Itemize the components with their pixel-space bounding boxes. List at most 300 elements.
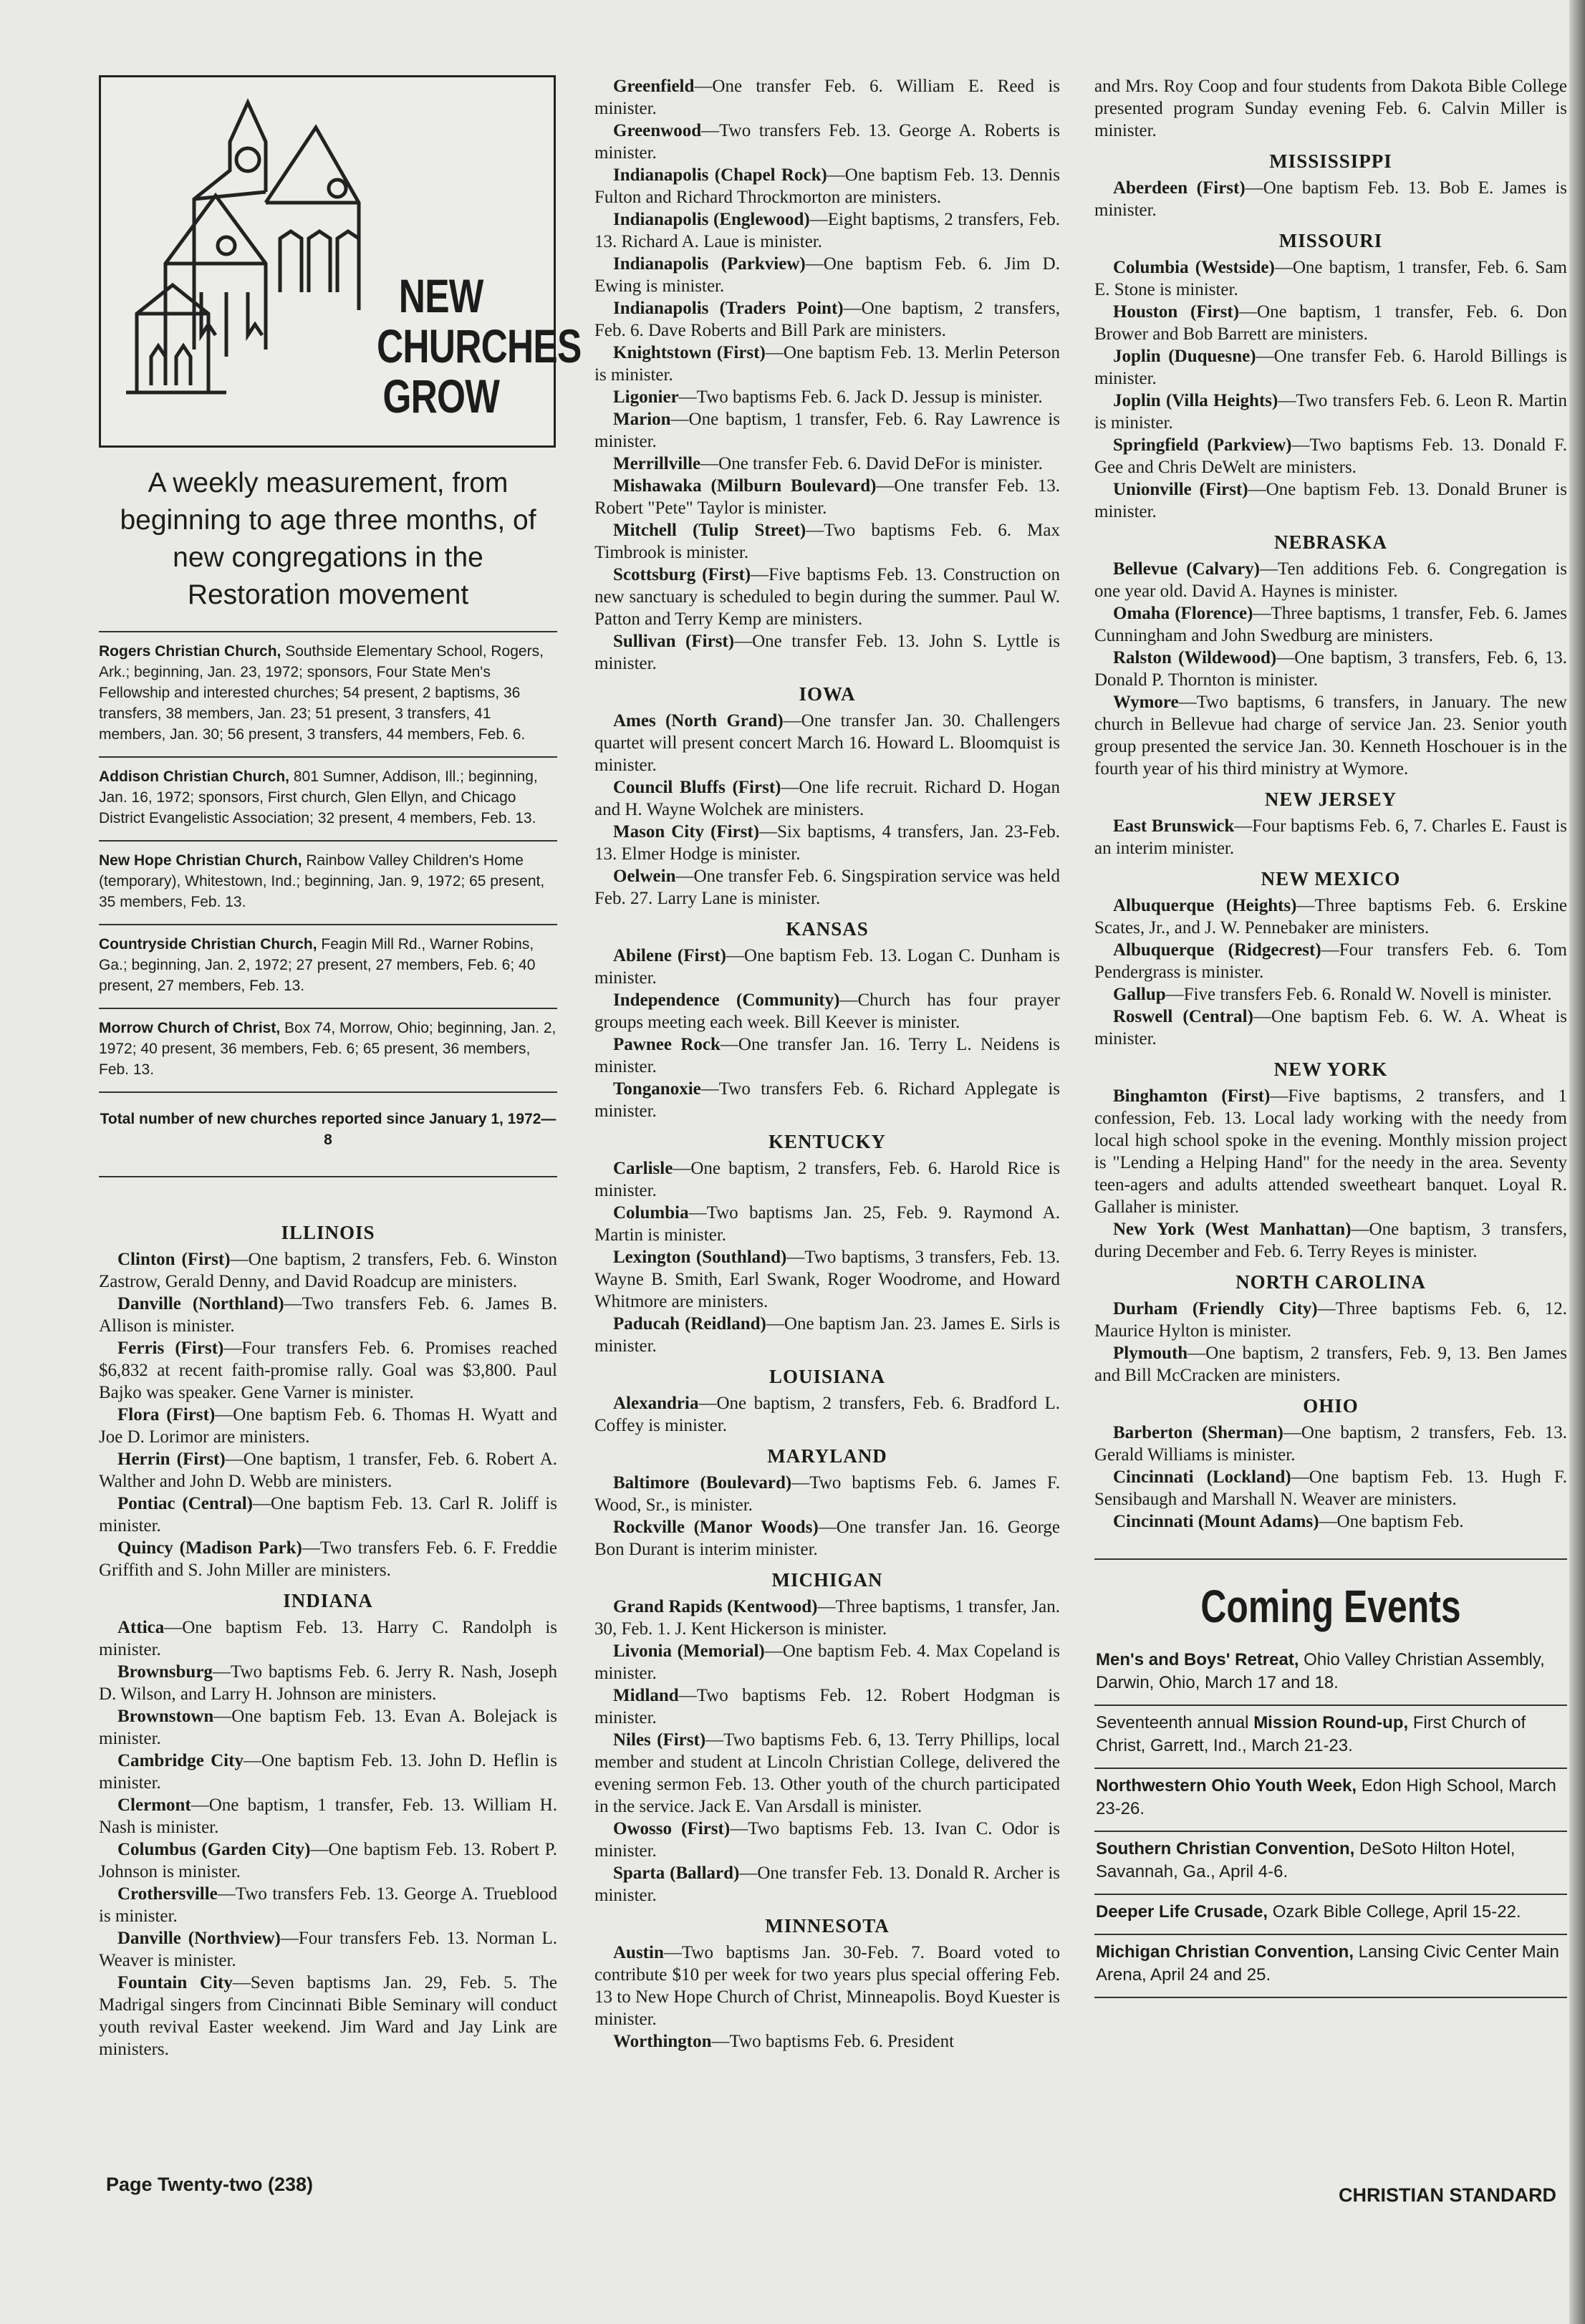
report-text: —One transfer Feb. 6. Singspiration service was held Feb. 27. Larry Lane is minister.	[594, 867, 1060, 908]
divider	[99, 840, 557, 842]
new-church-item	[99, 766, 557, 829]
church-name: Herrin (First)	[117, 1450, 226, 1469]
church-report	[594, 1942, 1060, 2030]
church-name: East Brunswick	[1113, 816, 1235, 836]
report-text: —One baptism Feb. 13. Carl R. Joliff is minister.	[99, 1494, 557, 1535]
report-text: —Two transfers Feb. 6. Leon R. Martin is minister.	[1094, 391, 1567, 433]
event-name: Men's and Boys' Retreat,	[1096, 1650, 1299, 1669]
state-heading: MISSISSIPPI	[1269, 150, 1392, 172]
report-text: —One baptism Feb. 13. Evan A. Bolejack is minister.	[99, 1707, 557, 1748]
church-report	[1094, 478, 1567, 523]
report-text: —Six baptisms, 4 transfers, Jan. 23-Feb. 13. Elmer Hodge is minister.	[594, 822, 1060, 864]
event-details: Lansing Civic Center Main Arena, April 24 and 25.	[1096, 1942, 1559, 1985]
church-name: Greenfield	[613, 77, 695, 96]
magazine-name: CHRISTIAN STANDARD	[1339, 2184, 1556, 2206]
report-text: —Five transfers Feb. 6. Ronald W. Novell is minister.	[1165, 985, 1552, 1004]
new-church-details: Feagin Mill Rd., Warner Robins, Ga.; beginning, Jan. 2, 1972; 27 present, 27 members, Feb. 6; 40 present, 27 members, Feb. 13.	[99, 936, 536, 994]
report-text: —One baptism Feb. 6. Jim D. Ewing is minister.	[594, 254, 1060, 296]
event-item	[1094, 1901, 1567, 1924]
report-text: —One baptism, 1 transfer, Feb. 6. Sam E. Stone is minister.	[1094, 258, 1567, 299]
divider	[99, 924, 557, 925]
state-heading: MICHIGAN	[771, 1569, 883, 1591]
church-report	[1094, 1342, 1567, 1387]
church-report	[1094, 691, 1567, 780]
church-report	[594, 253, 1060, 297]
state-heading: NEW YORK	[1273, 1059, 1388, 1080]
event-details: Ohio Valley Christian Assembly, Darwin, Ohio, March 17 and 18.	[1096, 1650, 1545, 1692]
church-name: Albuquerque (Heights)	[1113, 896, 1297, 915]
church-name: Worthington	[613, 2032, 712, 2051]
report-text: —Three baptisms Feb. 6, 12. Maurice Hylton is minister.	[1094, 1299, 1567, 1341]
church-report	[594, 865, 1060, 910]
church-name: Mishawaka (Milburn Boulevard)	[613, 476, 877, 496]
church-report	[1094, 558, 1567, 602]
church-report	[594, 1313, 1060, 1357]
new-church-details: 801 Sumner, Addison, Ill.; beginning, Jan. 16, 1972; sponsors, First church, Glen Ellyn, and Chicago District Evangelistic Association; 32 present, 4 members, Feb. 13.	[99, 768, 538, 826]
church-report	[594, 386, 1060, 408]
church-report	[1094, 177, 1567, 221]
divider	[1094, 1934, 1567, 1935]
church-name: Binghamton (First)	[1113, 1086, 1271, 1106]
church-name: Owosso (First)	[613, 1819, 731, 1838]
church-report	[594, 1157, 1060, 1202]
state-heading: MISSOURI	[1278, 230, 1383, 251]
church-name: Ames (North Grand)	[613, 711, 784, 731]
report-text: —Two transfers Feb. 6. F. Freddie Griffith and S. John Miller are ministers.	[99, 1538, 558, 1580]
divider	[1094, 1558, 1567, 1560]
report-text: —One baptism Feb. 13. Merlin Peterson is minister.	[594, 343, 1061, 385]
report-text: —One transfer Feb. 13. Donald R. Archer is minister.	[594, 1863, 1060, 1905]
event-details: Edon High School, March 23-26.	[1096, 1776, 1556, 1818]
church-report	[99, 1705, 557, 1750]
state-heading: OHIO	[1303, 1395, 1359, 1417]
column-right	[1094, 75, 1567, 1998]
divider	[1094, 1997, 1567, 1998]
church-report	[99, 1750, 557, 1794]
church-report	[594, 1392, 1060, 1437]
event-name: Michigan Christian Convention,	[1096, 1942, 1354, 1962]
report-text: —Two baptisms, 6 transfers, in January. The new church in Bellevue had charge of service Jan. 23. Senior youth group presented the service Jan. 30. Kenneth Hoschouer is in the fourth year of his third ministry at Wymore.	[1094, 693, 1567, 778]
report-text: —Two baptisms Feb. 6, 13. Terry Phillips, local member and student at Lincoln Christian College, delivered the evening sermon Feb. 13. Other youth of the church participated in the service. Jack E. Van Arsdall is minister.	[594, 1730, 1060, 1816]
report-text: —One baptism, 2 transfers, Feb. 6. Bradford L. Coffey is minister.	[594, 1394, 1060, 1435]
new-church-name: Addison Christian Church,	[99, 768, 290, 785]
report-text: —One baptism, 3 transfers, during December and Feb. 6. Terry Reyes is minister.	[1094, 1220, 1567, 1261]
logo-word-new: NEW	[398, 269, 483, 322]
report-text: —Two baptisms Feb. 13. Ivan C. Odor is minister.	[594, 1819, 1060, 1861]
church-report	[1094, 256, 1567, 301]
report-text: —One baptism, 3 transfers, Feb. 6, 13. Donald P. Thornton is minister.	[1094, 648, 1567, 690]
church-report	[1094, 434, 1567, 478]
state-heading: NEW JERSEY	[1264, 789, 1397, 810]
state-heading: ILLINOIS	[281, 1222, 375, 1243]
report-text: —Four transfers Feb. 6. Promises reached $6,832 at recent faith-promise rally. Goal was $3,800. Paul Bajko was speaker. Gene Varner is minister.	[99, 1339, 557, 1402]
church-name: Rockville (Manor Woods)	[613, 1518, 819, 1537]
church-name: Durham (Friendly City)	[1113, 1299, 1318, 1318]
church-report	[594, 342, 1060, 386]
state-heading: LOUISIANA	[769, 1366, 886, 1387]
state-heading: MINNESOTA	[765, 1915, 890, 1937]
new-church-details: Rainbow Valley Children's Home (temporary), Whitestown, Ind.; beginning, Jan. 9, 1972; 65 present, 35 members, Feb. 13.	[99, 852, 545, 910]
report-text: —One transfer Jan. 30. Challengers quartet will present concert March 16. Howard L. Bloomquist is minister.	[594, 711, 1060, 775]
church-name: Indianapolis (Englewood)	[613, 210, 810, 229]
church-name: Omaha (Florence)	[1113, 604, 1253, 623]
church-name: Pawnee Rock	[613, 1035, 721, 1054]
church-report	[594, 1684, 1060, 1729]
new-churches-grow-logo	[99, 75, 582, 448]
church-name: Ferris (First)	[117, 1339, 224, 1358]
church-report	[1094, 1085, 1567, 1218]
church-name: Cincinnati (Mount Adams)	[1113, 1512, 1319, 1531]
event-name: Deeper Life Crusade,	[1096, 1902, 1268, 1922]
event-item	[1094, 1838, 1567, 1884]
report-text: —One baptism Feb. 13. John D. Heflin is minister.	[99, 1751, 558, 1793]
church-name: Brownstown	[117, 1707, 214, 1726]
church-name: Columbia (Westside)	[1113, 258, 1275, 277]
church-report	[1094, 1422, 1567, 1466]
church-report	[594, 821, 1060, 865]
church-report	[99, 1293, 557, 1337]
column-left	[99, 75, 582, 2060]
church-report	[1094, 1298, 1567, 1342]
report-text: —One baptism Feb. 13. Bob E. James is minister.	[1094, 178, 1568, 220]
church-report	[1094, 1006, 1567, 1050]
report-text: —One baptism Feb.	[1319, 1512, 1464, 1531]
church-report	[594, 297, 1060, 342]
church-report	[1094, 1218, 1567, 1263]
church-name: Joplin (Villa Heights)	[1113, 391, 1278, 410]
report-text: —Three baptisms, 1 transfer, Jan. 30, Feb. 1. J. Kent Hickerson is minister.	[594, 1597, 1060, 1639]
report-text: —One transfer Feb. 6. William E. Reed is minister.	[594, 77, 1060, 118]
logo-word-grow: GROW	[382, 370, 500, 423]
state-heading: KENTUCKY	[768, 1131, 886, 1152]
new-church-details: Box 74, Morrow, Ohio; beginning, Jan. 2, 1972; 40 present, 36 members, Feb. 6; 65 present, 36 members, Feb. 13.	[99, 1020, 557, 1078]
church-name: Quincy (Madison Park)	[117, 1538, 302, 1558]
church-name: Roswell (Central)	[1113, 1007, 1253, 1026]
church-name: Marion	[613, 410, 671, 429]
church-report	[594, 1596, 1060, 1640]
new-church-item	[99, 850, 557, 912]
church-report	[594, 1472, 1060, 1516]
church-report	[1094, 301, 1567, 345]
report-text: and Mrs. Roy Coop and four students from Dakota Bible College presented program Sunday evening Feb. 6. Calvin Miller is minister.	[1094, 77, 1567, 140]
report-text: —Four baptisms Feb. 6, 7. Charles E. Faust is an interim minister.	[1094, 816, 1567, 858]
church-report	[594, 2030, 1060, 2053]
church-report	[594, 1202, 1060, 1246]
divider	[99, 1091, 557, 1093]
church-name: Ralston (Wildewood)	[1113, 648, 1277, 667]
report-text: —Two baptisms Feb. 6. President	[711, 2032, 955, 2051]
church-name: Mason City (First)	[613, 822, 760, 842]
church-report	[1094, 390, 1567, 434]
church-name: Scottsburg (First)	[613, 565, 751, 584]
report-text: —Two baptisms, 3 transfers, Feb. 13. Wayne B. Smith, Earl Swank, Roger Woodrome, and Howard Whitmore are ministers.	[594, 1248, 1061, 1311]
church-name: Gallup	[1113, 985, 1166, 1004]
report-text: —Two baptisms Feb. 13. Donald F. Gee and Chris DeWelt are ministers.	[1094, 435, 1567, 477]
state-heading: NEW MEXICO	[1261, 868, 1401, 889]
report-text: —One baptism Feb. 4. Max Copeland is minister.	[594, 1641, 1060, 1683]
church-report	[1094, 939, 1567, 983]
page-number: Page Twenty-two (238)	[106, 2174, 314, 2195]
church-report	[594, 989, 1060, 1033]
state-heading: INDIANA	[283, 1590, 373, 1611]
report-text: —Two baptisms Feb. 6. Max Timbrook is minister.	[594, 521, 1060, 562]
report-text: —Two baptisms Feb. 6. Jerry R. Nash, Joseph D. Wilson, and Larry H. Johnson are ministers.	[99, 1662, 557, 1704]
new-churches-list	[99, 641, 557, 1093]
church-report	[1094, 983, 1567, 1006]
church-report	[594, 1516, 1060, 1561]
church-report	[1094, 1466, 1567, 1510]
report-text: —One baptism Feb. 13. Logan C. Dunham is minister.	[594, 946, 1060, 988]
report-text: —Four transfers Feb. 6. Tom Pendergrass is minister.	[1094, 940, 1567, 982]
state-heading: NORTH CAROLINA	[1235, 1271, 1426, 1293]
divider	[1094, 1831, 1567, 1832]
new-church-item	[99, 934, 557, 996]
church-report	[594, 630, 1060, 675]
event-item	[1094, 1775, 1567, 1821]
church-name: Mitchell (Tulip Street)	[613, 521, 806, 540]
event-details: DeSoto Hilton Hotel, Savannah, Ga., April 4-6.	[1096, 1839, 1516, 1881]
state-reports-col2	[594, 75, 1060, 2053]
church-report	[594, 776, 1060, 821]
report-text: —Ten additions Feb. 6. Congregation is one year old. David A. Haynes is minister.	[1094, 559, 1567, 601]
church-name: Danville (Northview)	[117, 1929, 281, 1948]
church-report	[99, 1927, 557, 1972]
church-name: Oelwein	[613, 867, 676, 886]
state-heading: MARYLAND	[767, 1445, 887, 1467]
report-text: —One transfer Feb. 13. Robert "Pete" Taylor is minister.	[594, 476, 1060, 518]
church-name: Niles (First)	[613, 1730, 706, 1750]
report-text: —Two transfers Feb. 13. George A. Trueblood is minister.	[99, 1884, 557, 1926]
church-report	[594, 1246, 1060, 1313]
report-text: —Two transfers Feb. 6. James B. Allison is minister.	[99, 1294, 557, 1336]
divider	[1094, 1705, 1567, 1706]
total-new-churches: Total number of new churches reported since January 1, 1972—8	[100, 1111, 557, 1148]
church-name: Barberton (Sherman)	[1113, 1423, 1283, 1442]
church-name: Paducah (Reidland)	[613, 1314, 766, 1334]
church-name: Sullivan (First)	[613, 632, 735, 651]
church-report	[594, 945, 1060, 989]
report-text: —Three baptisms Feb. 6. Erskine Scates, Jr., and J. W. Pennebaker are ministers.	[1094, 896, 1567, 937]
church-report	[594, 164, 1060, 208]
church-name: Cincinnati (Lockland)	[1113, 1467, 1291, 1487]
church-report	[1094, 895, 1567, 939]
church-name: Independence (Community)	[613, 990, 840, 1010]
new-church-details: Southside Elementary School, Rogers, Ark.; beginning, Jan. 23, 1972; sponsors, Four State Men's Fellowship and interested churches; 54 present, 2 baptisms, 36 transfers, 38 members, Jan. 23; 51 present, 3 transfers, 41 members, Jan. 30; 56 present, 3 transfers, 44 members, Feb. 6.	[99, 643, 544, 743]
event-item	[1094, 1941, 1567, 1987]
church-name: Midland	[613, 1686, 679, 1705]
event-name: Mission Round-up,	[1253, 1713, 1409, 1732]
event-details: First Church of Christ, Garrett, Ind., March 21-23.	[1096, 1713, 1526, 1755]
church-report	[99, 1493, 557, 1537]
church-report	[594, 75, 1060, 120]
church-report	[594, 710, 1060, 776]
church-report	[1094, 75, 1567, 142]
church-name: Austin	[613, 1943, 664, 1962]
report-text: —One baptism, 1 transfer, Feb. 6. Robert A. Walther and John D. Webb are ministers.	[99, 1450, 557, 1491]
church-name: Lexington (Southland)	[613, 1248, 787, 1267]
report-text: —Four transfers Feb. 13. Norman L. Weaver is minister.	[99, 1929, 557, 1970]
church-name: New York (West Manhattan)	[1113, 1220, 1352, 1239]
report-text: —One transfer Jan. 16. Terry L. Neidens is minister.	[594, 1035, 1060, 1076]
divider	[1094, 1768, 1567, 1769]
divider	[99, 631, 557, 632]
church-report	[1094, 1510, 1567, 1533]
page-edge-shadow	[1569, 0, 1585, 2324]
church-name: Alexandria	[613, 1394, 699, 1413]
church-name: Carlisle	[613, 1159, 673, 1178]
church-name: Clinton (First)	[117, 1250, 231, 1269]
report-text: —One baptism Feb. 6. W. A. Wheat is minister.	[1094, 1007, 1567, 1048]
report-text: —One transfer Feb. 6. David DeFor is minister.	[700, 454, 1043, 473]
new-church-item	[99, 1018, 557, 1080]
divider	[99, 756, 557, 758]
church-name: Wymore	[1113, 693, 1179, 712]
tagline: A weekly measurement, from beginning to age three months, of new congregations in the Restoration movement	[120, 468, 536, 610]
event-details: Ozark Bible College, April 15-22.	[1268, 1902, 1521, 1922]
report-text: —Five baptisms, 2 transfers, and 1 confession, Feb. 13. Local lady working with the needy from local high school spoke in the evening. Monthly mission project is "Lending a Helping Hand" for the needy in the area. Seventy teen-agers and adults attended sweetheart banquet. Loyal R. Gallaher is minister.	[1094, 1086, 1568, 1217]
state-heading: KANSAS	[786, 918, 869, 940]
church-report	[99, 1661, 557, 1705]
church-name: Flora (First)	[117, 1405, 216, 1424]
church-name: Baltimore (Boulevard)	[613, 1473, 792, 1493]
church-name: Bellevue (Calvary)	[1113, 559, 1260, 579]
church-report	[594, 475, 1060, 519]
church-report	[594, 1729, 1060, 1818]
divider	[99, 1008, 557, 1009]
new-church-name: Morrow Church of Christ,	[99, 1020, 281, 1036]
report-text: —One baptism, 1 transfer, Feb. 6. Ray Lawrence is minister.	[594, 410, 1060, 451]
church-name: Grand Rapids (Kentwood)	[613, 1597, 818, 1616]
church-report	[1094, 602, 1567, 647]
church-report	[99, 1248, 557, 1293]
report-text: —One baptism Jan. 23. James E. Sirls is minister.	[594, 1314, 1061, 1356]
event-item	[1094, 1649, 1567, 1694]
report-text: —Two baptisms Feb. 6. Jack D. Jessup is minister.	[678, 387, 1043, 407]
divider	[1094, 1894, 1567, 1895]
report-text: —Two baptisms Feb. 12. Robert Hodgman is minister.	[594, 1686, 1060, 1727]
church-name: Attica	[117, 1618, 165, 1637]
church-name: Ligonier	[613, 387, 679, 407]
church-name: Clermont	[117, 1795, 191, 1815]
column-middle	[594, 75, 1060, 2053]
church-name: Houston (First)	[1113, 302, 1240, 322]
report-text: —One baptism Feb. 13. Harry C. Randolph is minister.	[99, 1618, 557, 1659]
church-report	[99, 1883, 557, 1927]
church-report	[594, 1818, 1060, 1862]
church-report	[594, 564, 1060, 630]
report-text: —Two baptisms Jan. 30-Feb. 7. Board voted to contribute $10 per week for two years plus special offering Feb. 13 to New Hope Church of Christ, Minneapolis. Boyd Kuester is minister.	[594, 1943, 1060, 2029]
church-name: Columbia	[613, 1203, 689, 1223]
report-text: —One life recruit. Richard D. Hogan and H. Wayne Wolchek are ministers.	[594, 778, 1060, 819]
church-name: Abilene (First)	[613, 946, 726, 965]
church-report	[594, 1862, 1060, 1906]
report-text: —One baptism Feb. 13. Robert P. Johnson is minister.	[99, 1840, 557, 1881]
church-report	[99, 1794, 557, 1838]
event-item	[1094, 1712, 1567, 1758]
church-name: Indianapolis (Traders Point)	[613, 299, 844, 318]
church-name: Brownsburg	[117, 1662, 213, 1682]
report-text: —Two transfers Feb. 13. George A. Roberts is minister.	[594, 121, 1060, 163]
report-text: —One transfer Feb. 13. John S. Lyttle is minister.	[594, 632, 1060, 673]
church-report	[1094, 815, 1567, 859]
church-name: Fountain City	[117, 1973, 233, 1992]
report-text: —One baptism Feb. 13. Dennis Fulton and Richard Throckmorton are ministers.	[594, 165, 1060, 207]
state-heading: NEBRASKA	[1273, 531, 1388, 553]
event-details: Seventeenth annual	[1096, 1713, 1254, 1732]
coming-events-list	[1094, 1649, 1567, 1998]
church-name: Council Bluffs (First)	[613, 778, 781, 797]
church-report	[594, 208, 1060, 253]
church-report	[99, 1616, 557, 1661]
report-text: —Two baptisms Feb. 6. James F. Wood, Sr., is minister.	[594, 1473, 1060, 1515]
report-text: —Seven baptisms Jan. 29, Feb. 5. The Madrigal singers from Cincinnati Bible Seminary will conduct youth revival Easter weekend. Jim Ward and Jay Link are ministers.	[99, 1973, 557, 2059]
church-name: Columbus (Garden City)	[117, 1840, 311, 1859]
report-text: —One baptism Feb. 13. Hugh F. Sensibaugh and Marshall N. Weaver are ministers.	[1094, 1467, 1567, 1509]
report-text: —One transfer Jan. 16. George Bon Durant is interim minister.	[594, 1518, 1060, 1559]
church-name: Pontiac (Central)	[117, 1494, 254, 1513]
church-name: Plymouth	[1113, 1344, 1188, 1363]
church-name: Unionville (First)	[1113, 480, 1248, 499]
church-name: Greenwood	[613, 121, 702, 140]
church-report	[594, 408, 1060, 453]
church-report	[99, 1404, 557, 1448]
coming-events-title: Coming Events	[1200, 1581, 1461, 1632]
church-name: Aberdeen (First)	[1113, 178, 1246, 198]
church-name: Merrillville	[613, 454, 701, 473]
church-name: Livonia (Memorial)	[613, 1641, 765, 1661]
report-text: —Two transfers Feb. 6. Richard Applegate is minister.	[594, 1079, 1060, 1121]
church-report	[594, 1640, 1060, 1684]
church-report	[99, 1448, 557, 1493]
event-name: Southern Christian Convention,	[1096, 1839, 1355, 1858]
church-report	[594, 120, 1060, 164]
church-report	[99, 1537, 557, 1581]
report-text: —Church has four prayer groups meeting each week. Bill Keever is minister.	[594, 990, 1060, 1032]
logo-word-churches: CHURCHES	[377, 319, 582, 372]
church-report	[1094, 345, 1567, 390]
church-report	[594, 453, 1060, 475]
church-report	[594, 519, 1060, 564]
church-name: Crothersville	[117, 1884, 218, 1904]
church-name: Indianapolis (Parkview)	[613, 254, 806, 274]
report-text: —Three baptisms, 1 transfer, Feb. 6. James Cunningham and John Swedburg are ministers.	[1094, 604, 1567, 645]
report-text: —One baptism, 1 transfer, Feb. 6. Don Brower and Bob Barrett are ministers.	[1094, 302, 1568, 344]
church-report	[99, 1337, 557, 1404]
report-text: —One baptism, 2 transfers, Feb. 6. Winston Zastrow, Gerald Denny, and David Roadcup are ministers.	[99, 1250, 557, 1291]
report-text: —One baptism, 1 transfer, Feb. 13. William H. Nash is minister.	[99, 1795, 557, 1837]
church-name: Tonganoxie	[613, 1079, 701, 1099]
report-text: —One baptism Feb. 6. Thomas H. Wyatt and Joe D. Lorimor are ministers.	[99, 1405, 557, 1447]
event-name: Northwestern Ohio Youth Week,	[1096, 1776, 1357, 1795]
church-name: Danville (Northland)	[117, 1294, 284, 1313]
report-text: —One baptism, 2 transfers, Feb. 13. Gerald Williams is minister.	[1094, 1423, 1567, 1465]
state-heading: IOWA	[799, 683, 856, 705]
new-church-item	[99, 641, 557, 745]
report-text: —Two baptisms Jan. 25, Feb. 9. Raymond A. Martin is minister.	[594, 1203, 1060, 1245]
church-name: Indianapolis (Chapel Rock)	[613, 165, 827, 185]
church-report	[594, 1033, 1060, 1078]
church-name: Springfield (Parkview)	[1113, 435, 1292, 455]
church-report	[99, 1838, 557, 1883]
church-name: Cambridge City	[117, 1751, 244, 1770]
new-church-name: Rogers Christian Church,	[99, 643, 281, 660]
state-reports-col3	[1094, 75, 1567, 1533]
report-text: —One baptism Feb. 13. Donald Bruner is minister.	[1094, 480, 1567, 521]
church-name: Albuquerque (Ridgecrest)	[1113, 940, 1321, 960]
new-church-name: New Hope Christian Church,	[99, 852, 302, 869]
report-text: —One baptism, 2 transfers, Feb. 9, 13. Ben James and Bill McCracken are ministers.	[1094, 1344, 1567, 1385]
church-report	[99, 1972, 557, 2060]
